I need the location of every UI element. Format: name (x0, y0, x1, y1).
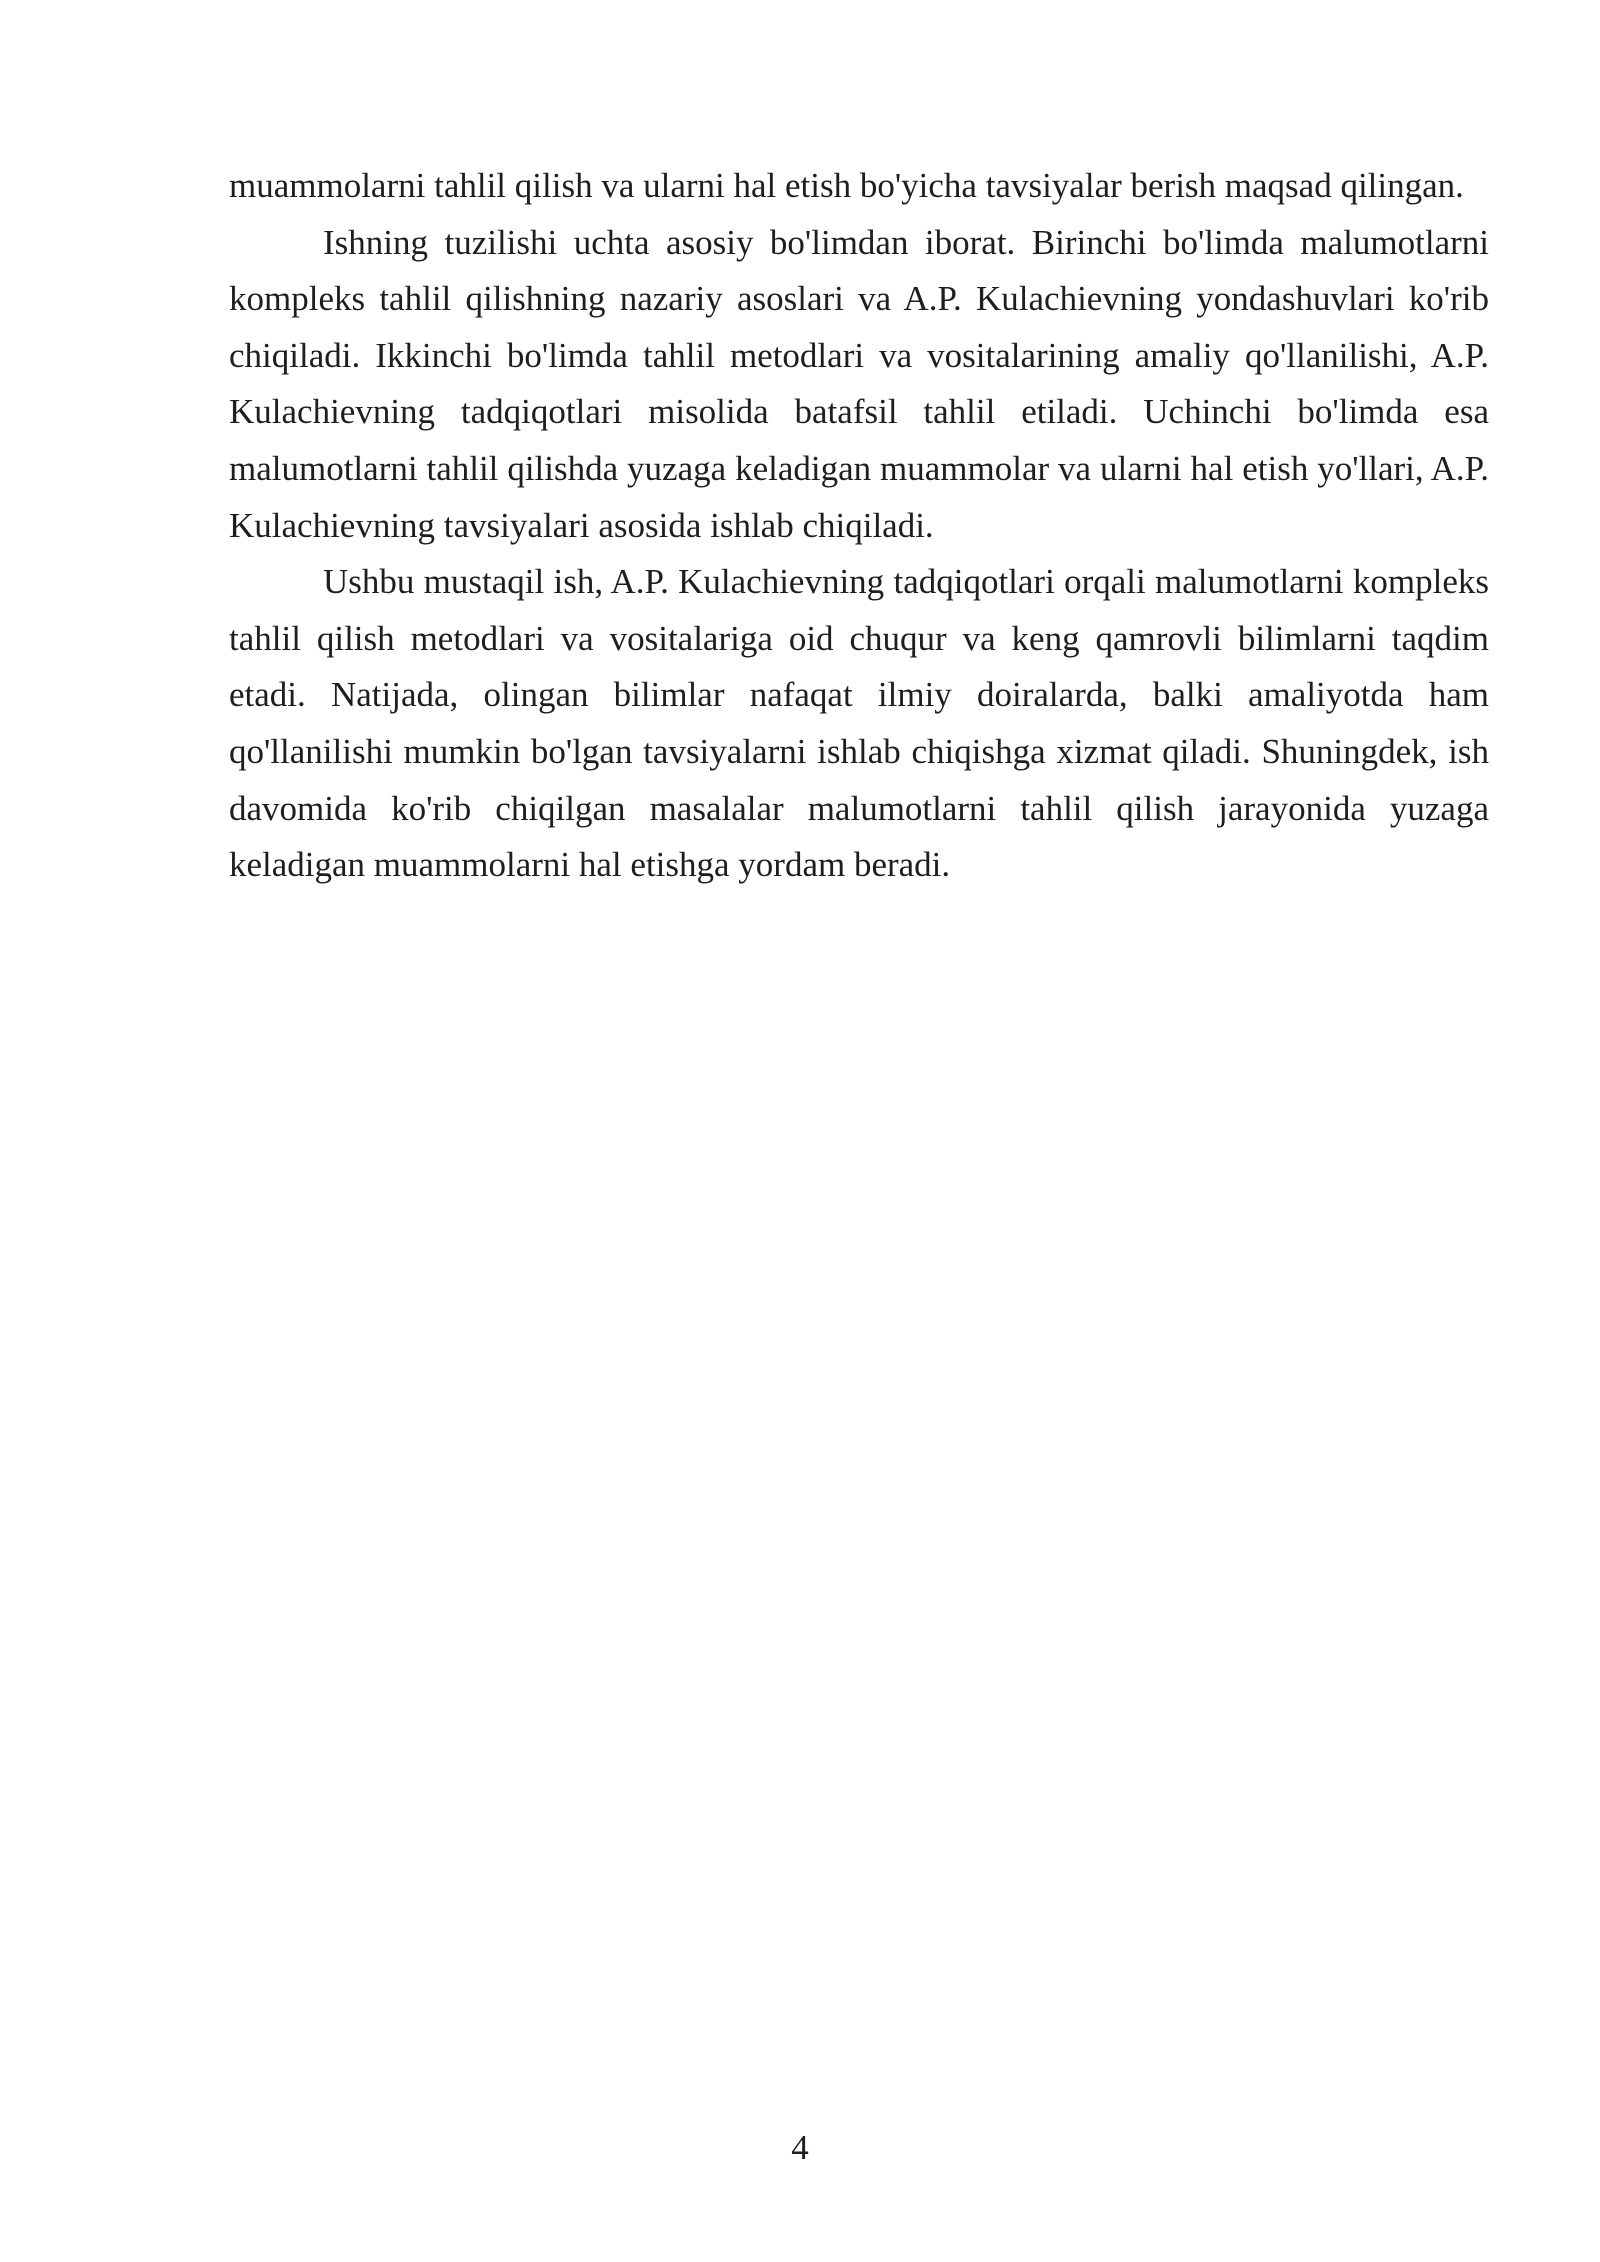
page-number: 4 (791, 2128, 809, 2167)
paragraph-continuation: muammolarni tahlil qilish va ularni hal etish bo'yicha tavsiyalar berish maqsad qilingan. (229, 166, 1464, 205)
paragraph-structure: Ishning tuzilishi uchta asosiy bo'limdan iborat. Birinchi bo'limda malumotlarni kompleks tahlil qilishning nazariy asoslari va A.P. Kulachievning yondashuvlari ko'rib chiqiladi. Ikkinchi bo'limda tahlil metodlari va vositalarining amaliy qo'llanilishi, A.P. Kulachievning tadqiqotlari misolida batafsil tahlil etiladi. Uchinchi bo'limda esa malumotlarni tahlil qilishda yuzaga keladigan muammolar va ularni hal etish yo'llari, A.P. Kulachievning tavsiyalari asosida ishlab chiqiladi. (229, 222, 1489, 545)
body-text (229, 158, 1489, 894)
paragraph-summary: Ushbu mustaqil ish, A.P. Kulachievning tadqiqotlari orqali malumotlarni kompleks tahlil qilish metodlari va vositalariga oid chuqur va keng qamrovli bilimlarni taqdim etadi. Natijada, olingan bilimlar nafaqat ilmiy doiralarda, balki amaliyotda ham qo'llanilishi mumkin bo'lgan tavsiyalarni ishlab chiqishga xizmat qiladi. Shuningdek, ish davomida ko'rib chiqilgan masalalar malumotlarni tahlil qilish jarayonida yuzaga keladigan muammolarni hal etishga yordam beradi. (229, 562, 1489, 885)
